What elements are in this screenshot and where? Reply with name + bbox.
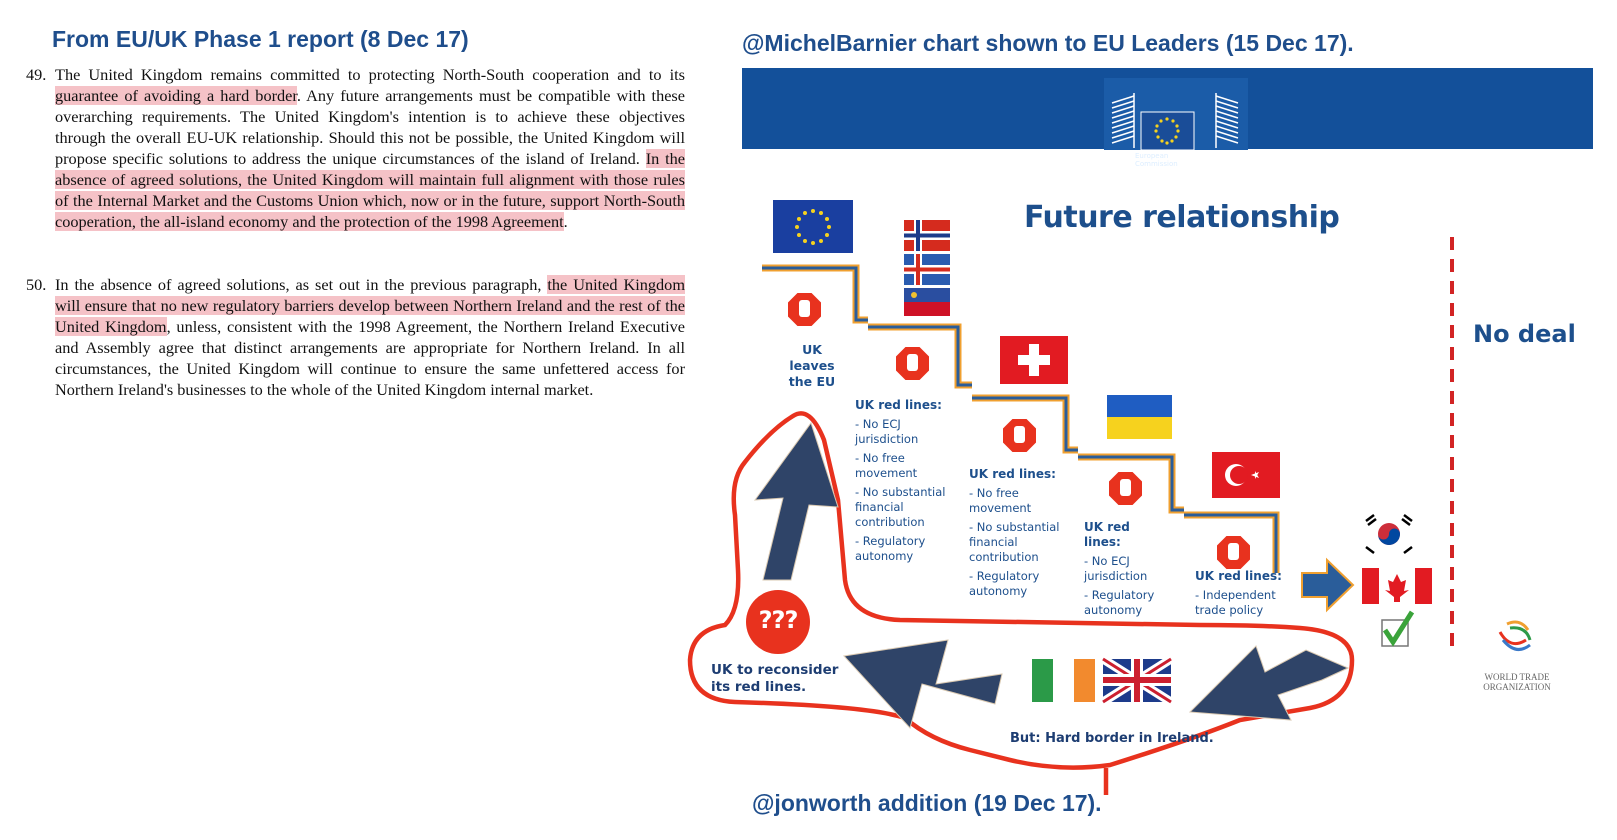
- right-heading: @MichelBarnier chart shown to EU Leaders (15 Dec 17).: [742, 30, 1354, 56]
- paragraph-49-text-3: .: [563, 212, 568, 231]
- uk-flag: [1103, 659, 1171, 702]
- no-deal-label: No deal: [1473, 320, 1576, 348]
- paragraph-49-number: 49.: [26, 65, 47, 84]
- switzerland-flag: [1000, 336, 1068, 384]
- red-lines-step4: [1195, 569, 1285, 622]
- stop-icon: [895, 346, 930, 381]
- norway-iceland-liechtenstein-flags: [904, 220, 950, 316]
- arrow-down-left: [1190, 646, 1348, 720]
- stop-icon: [1002, 418, 1037, 453]
- paragraph-49-text-2: . Any future arrangements must be compatible with these overarching requirements. The United Kingdom's intention is to achieve these objectives through the overall EU-UK relationship. Should this not be possible, the United Kingdom will propose specific solutions to address the unique circumstances of the island of Ireland.: [55, 86, 685, 168]
- left-heading: From EU/UK Phase 1 report (8 Dec 17): [52, 26, 469, 52]
- paragraph-50-text-2: , unless, consistent with the 1998 Agreement, the Northern Ireland Executive and Assembly agree that distinct arrangements are appropriate for Northern Ireland. In all circumstances, the United Kingdom will continue to ensure the same unfettered access for Northern Ireland's businesses to the whole of the United Kingdom internal market.: [55, 317, 686, 399]
- wto-logo: [1500, 622, 1530, 649]
- paragraph-50-number: 50.: [26, 275, 47, 294]
- paragraph-49-highlight-2: In the absence of agreed solutions, the United Kingdom will maintain full alignment with those rules of the Internal Market and the Customs Union which, now or in the future, support North-South cooperation, the all-island economy and the protection of the 1998 Agreement: [55, 149, 685, 231]
- stop-icon: [787, 292, 822, 327]
- bottom-heading: @jonworth addition (19 Dec 17).: [752, 790, 1102, 816]
- uk-leaves-label: [779, 342, 845, 390]
- red-lines-heading: UK red lines:: [1084, 520, 1130, 549]
- paragraph-49-highlight-1: guarantee of avoiding a hard border: [55, 86, 297, 105]
- red-lines-item: - No ECJ jurisdiction: [855, 417, 919, 446]
- red-lines-step2: [969, 467, 1067, 603]
- hard-border-label: But: Hard border in Ireland.: [1010, 731, 1214, 746]
- red-lines-item: - No free movement: [855, 451, 918, 480]
- paragraph-50-highlight-1: the United Kingdom will ensure that no new regulatory barriers develop between Northern Ireland and the rest of the United Kingdom: [55, 275, 685, 336]
- red-lines-item: - Regulatory autonomy: [969, 569, 1040, 598]
- question-marks: ???: [758, 606, 798, 634]
- stop-icon: [1216, 535, 1251, 570]
- reconsider-line1: UK to reconsider: [711, 662, 839, 678]
- eu-flag: [773, 200, 853, 253]
- ireland-flag: [1032, 659, 1095, 702]
- reconsider-label: [711, 662, 838, 696]
- arrow-left: [844, 640, 1002, 728]
- wto-label: [1476, 672, 1558, 692]
- wto-label-line2: ORGANIZATION: [1483, 682, 1551, 692]
- commission-label: [1135, 152, 1178, 168]
- paragraph-49-text-1: The United Kingdom remains committed to protecting North-South cooperation and to its: [55, 65, 685, 84]
- wto-label-line1: WORLD TRADE: [1484, 672, 1550, 682]
- south-korea-flag: [1362, 515, 1416, 553]
- reconsider-line2: its red lines.: [711, 679, 807, 695]
- red-lines-item: - Regulatory autonomy: [855, 534, 926, 563]
- commission-label-line2: Commission: [1135, 160, 1178, 168]
- stop-icon: [1108, 471, 1143, 506]
- red-lines-step3: [1084, 520, 1164, 622]
- commission-label-line1: European: [1135, 152, 1169, 160]
- red-lines-item: - No substantial financial contribution: [855, 485, 946, 529]
- red-lines-heading: UK red lines:: [969, 467, 1056, 481]
- commission-logo: [1104, 78, 1248, 150]
- uk-leaves-line1: UK leaves: [789, 342, 835, 373]
- turkey-flag: [1212, 452, 1280, 498]
- canada-flag: [1362, 568, 1432, 604]
- future-relationship-title: Future relationship: [1024, 200, 1340, 235]
- red-lines-heading: UK red lines:: [1195, 569, 1282, 583]
- ukraine-flag: [1107, 395, 1172, 439]
- paragraph-50-text-1: In the absence of agreed solutions, as set out in the previous paragraph,: [55, 275, 548, 294]
- red-lines-heading: UK red lines:: [855, 398, 942, 412]
- uk-leaves-line2: the EU: [788, 374, 836, 389]
- arrow-to-canada: [1302, 560, 1353, 610]
- red-lines-step1: [855, 398, 963, 568]
- red-lines-item: - No ECJ jurisdiction: [1084, 554, 1148, 583]
- red-lines-item: - Regulatory autonomy: [1084, 588, 1155, 617]
- red-lines-item: - Independent trade policy: [1195, 588, 1276, 617]
- red-lines-item: - No free movement: [969, 486, 1032, 515]
- red-lines-item: - No substantial financial contribution: [969, 520, 1060, 564]
- checkmark-icon: [1382, 612, 1412, 646]
